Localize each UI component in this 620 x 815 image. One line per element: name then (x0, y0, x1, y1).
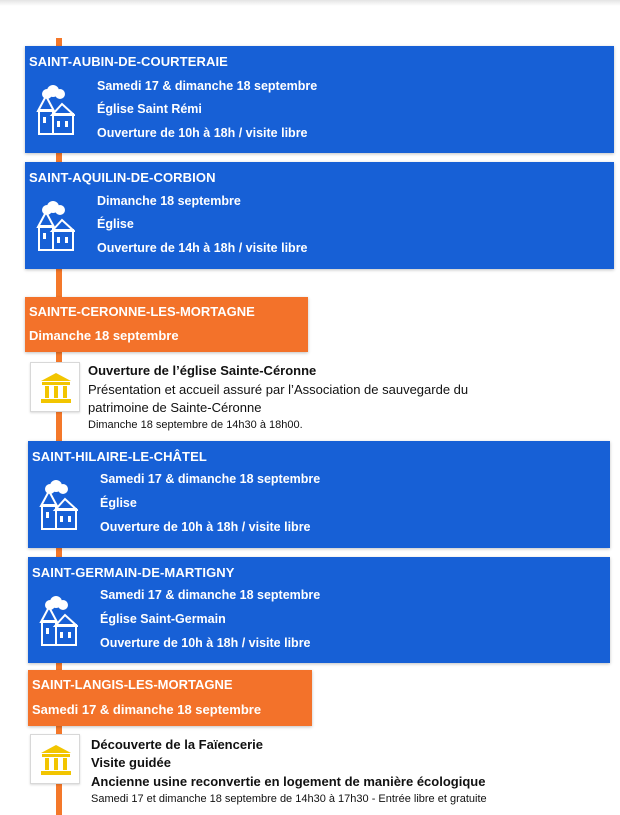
event-title: Ouverture de l’église Sainte-Céronne (88, 363, 317, 378)
event-title: Découverte de la Faïencerie (91, 737, 263, 752)
event-description: Présentation et accueil assuré par l’Association de sauvegarde du (88, 382, 469, 397)
event-faiencerie (30, 734, 615, 810)
church-icon (35, 200, 75, 254)
venue-title: SAINTE-CERONNE-LES-MORTAGNE (29, 304, 255, 319)
venue-title: SAINT-LANGIS-LES-MORTAGNE (32, 677, 233, 692)
church-icon (35, 84, 75, 138)
venue-place: Église (100, 496, 137, 510)
venue-title: SAINT-AQUILIN-DE-CORBION (29, 170, 216, 185)
museum-icon (30, 362, 80, 412)
event-description: Ancienne usine reconvertie en logement de manière écologique (91, 774, 486, 789)
venue-title: SAINT-GERMAIN-DE-MARTIGNY (32, 565, 235, 580)
church-icon (38, 595, 78, 649)
museum-icon (30, 734, 80, 784)
event-subtitle: Visite guidée (91, 755, 171, 770)
venue-title: SAINT-HILAIRE-LE-CHÂTEL (32, 449, 207, 464)
top-shadow-bar (0, 0, 620, 6)
venue-dates: Samedi 17 & dimanche 18 septembre (97, 79, 318, 93)
venue-card-saint-hilaire (28, 441, 610, 548)
venue-card-saint-aubin (25, 46, 614, 153)
venue-place: Église Saint-Germain (100, 612, 226, 626)
venue-card-saint-langis (28, 670, 312, 726)
event-sainte-ceronne (30, 362, 590, 434)
church-icon (38, 479, 78, 533)
venue-dates: Samedi 17 & dimanche 18 septembre (32, 702, 262, 717)
venue-card-saint-aquilin (25, 162, 614, 269)
venue-dates: Dimanche 18 septembre (29, 328, 179, 343)
venue-card-sainte-ceronne (25, 297, 308, 352)
venue-hours: Ouverture de 10h à 18h / visite libre (97, 126, 308, 140)
venue-title: SAINT-AUBIN-DE-COURTERAIE (29, 54, 228, 69)
venue-hours: Ouverture de 10h à 18h / visite libre (100, 636, 311, 650)
venue-place: Église Saint Rémi (97, 102, 202, 116)
venue-dates: Samedi 17 & dimanche 18 septembre (100, 588, 321, 602)
event-date: Dimanche 18 septembre de 14h30 à 18h00. (88, 419, 303, 431)
venue-card-saint-germain (28, 557, 610, 663)
venue-place: Église (97, 217, 134, 231)
venue-hours: Ouverture de 14h à 18h / visite libre (97, 241, 308, 255)
venue-dates: Dimanche 18 septembre (97, 194, 241, 208)
event-description: patrimoine de Sainte-Céronne (88, 400, 262, 415)
venue-hours: Ouverture de 10h à 18h / visite libre (100, 520, 311, 534)
event-date: Samedi 17 et dimanche 18 septembre de 14h30 à 17h30 - Entrée libre et gratuite (91, 793, 487, 805)
venue-dates: Samedi 17 & dimanche 18 septembre (100, 472, 321, 486)
